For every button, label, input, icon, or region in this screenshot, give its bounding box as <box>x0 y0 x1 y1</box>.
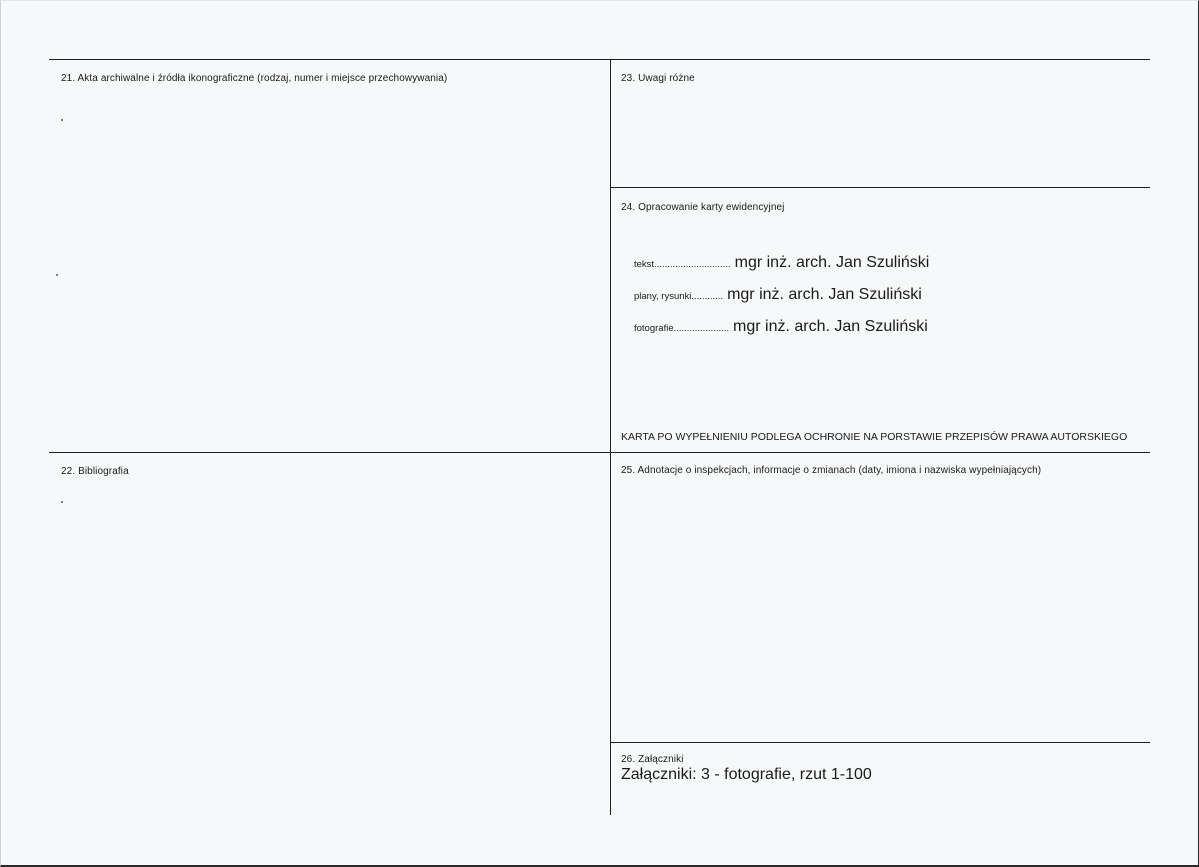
middle-rule <box>49 452 1150 453</box>
section-21-label: 21. Akta archiwalne i źródła ikonograficzne (rodzaj, numer i miejsce przechowywania) <box>61 73 448 84</box>
copyright-notice: KARTA PO WYPEŁNIENIU PODLEGA OCHRONIE NA PORSTAWIE PRZEPISÓW PRAWA AUTORSKIEGO <box>621 431 1128 443</box>
section-23-label: 23. Uwagi różne <box>621 73 695 84</box>
center-divider <box>610 59 611 815</box>
section-25-label: 25. Adnotacje o inspekcjach, informacje o zmianach (daty, imiona i nazwiska wypełniających) <box>621 465 1042 476</box>
author-name: mgr inż. arch. Jan Szuliński <box>734 254 930 271</box>
stray-mark <box>61 119 63 121</box>
stray-mark <box>61 501 63 503</box>
author-name: mgr inż. arch. Jan Szuliński <box>733 318 928 335</box>
section-24-label: 24. Opracowanie karty ewidencyjnej <box>621 202 785 213</box>
rule-25-26 <box>610 742 1150 743</box>
author-role-label: plany, rysunki............ <box>634 291 724 302</box>
author-row-plans <box>634 286 922 304</box>
author-role-label: tekst............................. <box>634 259 731 270</box>
author-name: mgr inż. arch. Jan Szuliński <box>727 286 922 303</box>
author-row-text <box>634 254 929 272</box>
author-role-label: fotografie..................... <box>634 323 730 334</box>
section-26-label: 26. Załączniki <box>621 754 684 765</box>
stray-mark <box>56 274 58 276</box>
rule-23-24 <box>610 187 1150 188</box>
author-row-photos <box>634 318 928 336</box>
attachments-value: Załączniki: 3 - fotografie, rzut 1-100 <box>621 766 872 783</box>
top-rule <box>49 59 1150 60</box>
section-22-label: 22. Bibliografia <box>61 466 129 477</box>
